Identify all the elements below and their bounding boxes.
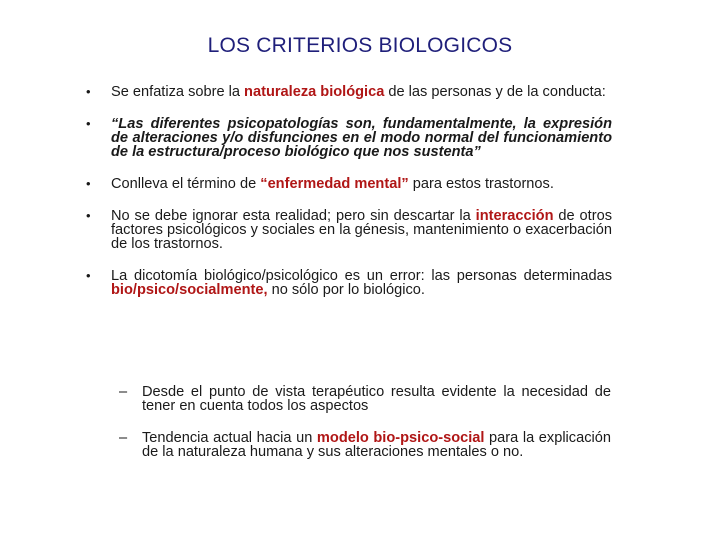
- dash-marker: –: [119, 430, 128, 446]
- bullet-text-part: Conlleva el término de: [111, 176, 261, 192]
- highlight-text: interacción: [475, 208, 554, 224]
- sub-text-part: para la explicación de la naturaleza humana y sus alteraciones mentales o no.: [142, 430, 611, 460]
- highlight-text: bio/psico/socialmente,: [111, 282, 268, 298]
- bullet-text-part: de otros factores psicológicos y sociales en la génesis, mantenimiento o exacerbación de los trastornos.: [111, 208, 612, 252]
- highlight-text: modelo bio-psico-social: [316, 430, 485, 446]
- bullet-text-part: de las personas y de la conducta:: [384, 84, 606, 100]
- highlight-text: naturaleza biológica: [244, 84, 385, 100]
- sub-bullet-list: [119, 385, 611, 477]
- bullet-marker: •: [86, 268, 91, 283]
- bullet-text-part: No se debe ignorar esta realidad; pero sin descartar la: [111, 208, 476, 224]
- sub-bullet-item: [119, 385, 611, 413]
- bullet-marker: •: [86, 84, 91, 99]
- bullet-list: [80, 85, 612, 315]
- sub-bullet-item: [119, 431, 611, 459]
- highlight-text: “enfermedad mental”: [260, 176, 409, 192]
- bullet-text-part: La dicotomía biológico/psicológico es un error: las personas determinadas: [111, 268, 612, 284]
- bullet-text-part: Se enfatiza sobre la: [111, 84, 245, 100]
- bullet-item: [80, 85, 612, 99]
- sub-bullet-text: [142, 431, 611, 459]
- bullet-marker: •: [86, 116, 91, 131]
- sub-text-part: Tendencia actual hacia un: [142, 430, 317, 446]
- bullet-text: [111, 85, 612, 99]
- dash-marker: –: [119, 384, 128, 400]
- bullet-text: [111, 269, 612, 297]
- bullet-text-part: para estos trastornos.: [408, 176, 554, 192]
- bullet-text-part: no sólo por lo biológico.: [267, 282, 425, 298]
- quote-text: “Las diferentes psicopatologías son, fundamentalmente, la expresión de alteraciones y/o disfunciones en el modo normal del funcionamiento de la estructura/proceso biológico que nos sustenta”: [111, 116, 612, 160]
- bullet-item: [80, 117, 612, 159]
- sub-bullet-text: Desde el punto de vista terapéutico resulta evidente la necesidad de tener en cuenta todos los aspectos: [142, 384, 611, 414]
- bullet-marker: •: [86, 176, 91, 191]
- bullet-marker: •: [86, 208, 91, 223]
- slide-title: LOS CRITERIOS BIOLOGICOS: [207, 34, 513, 57]
- bullet-item: [80, 177, 612, 191]
- bullet-item: [80, 209, 612, 251]
- bullet-item: [80, 269, 612, 297]
- bullet-text: [111, 209, 612, 251]
- bullet-text: [111, 177, 612, 191]
